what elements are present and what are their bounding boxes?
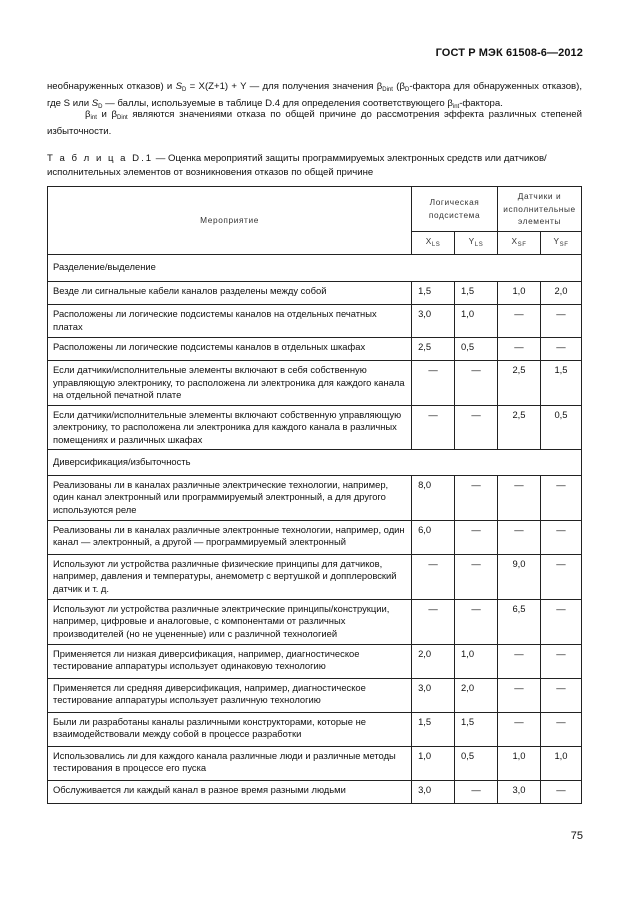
row-value: — bbox=[412, 599, 455, 644]
row-value: 3,0 bbox=[412, 678, 455, 712]
row-value: — bbox=[540, 338, 581, 361]
row-value: — bbox=[497, 678, 540, 712]
row-value: — bbox=[412, 554, 455, 599]
row-value: — bbox=[455, 599, 498, 644]
table-row bbox=[48, 599, 582, 644]
table-row bbox=[48, 405, 582, 450]
caption-label: Т а б л и ц а D.1 bbox=[47, 153, 154, 164]
row-value: 2,5 bbox=[412, 338, 455, 361]
col-sensors-header: Датчики и исполнительные элементы bbox=[497, 187, 581, 232]
row-value: 8,0 bbox=[412, 475, 455, 520]
col-ysf: $Y_{SF}$ bbox=[540, 231, 581, 255]
row-value: 3,0 bbox=[412, 780, 455, 803]
table-row bbox=[48, 780, 582, 803]
row-value: 9,0 bbox=[497, 554, 540, 599]
row-value: — bbox=[497, 305, 540, 338]
row-measure: Расположены ли логические подсистемы каналов в отдельных шкафах bbox=[48, 338, 412, 361]
row-value: — bbox=[497, 338, 540, 361]
row-value: 1,0 bbox=[455, 305, 498, 338]
row-measure: Применяется ли средняя диверсификация, например, диагностическое тестирование аппаратуры использует различную технологию bbox=[48, 678, 412, 712]
row-measure: Были ли разработаны каналы различными конструкторами, которые не взаимодействовали между собой в процессе разработки bbox=[48, 712, 412, 746]
row-value: — bbox=[540, 475, 581, 520]
row-value: — bbox=[540, 305, 581, 338]
table-row bbox=[48, 361, 582, 406]
col-measure-header: Мероприятие bbox=[48, 187, 412, 255]
row-value: 0,5 bbox=[540, 405, 581, 450]
row-value: — bbox=[455, 361, 498, 406]
table-row bbox=[48, 644, 582, 678]
table-row bbox=[48, 554, 582, 599]
row-measure: Везде ли сигнальные кабели каналов разделены между собой bbox=[48, 282, 412, 305]
row-value: — bbox=[497, 475, 540, 520]
row-value: 6,0 bbox=[412, 520, 455, 554]
paragraph-1: необнаруженных отказов) и $S_D = X(Z+1) + Y$ — для получения значения $\beta_{Dint}$ ($\beta_D$-фактора для обнаруженных отказов), где S или $S_D$ — баллы, используемые в таблице D.4 для определения соответствующего $\beta_{int}$-фактора. bbox=[47, 81, 582, 110]
row-measure: Используют ли устройства различные физические принципы для датчиков, например, давления и температуры, анемометр с вертушкой и допплеровский датчик и т. д. bbox=[48, 554, 412, 599]
table-caption bbox=[47, 152, 582, 180]
row-measure: Реализованы ли в каналах различные электронные технологии, например, один канал — электронный, а другой — программируемый электронный bbox=[48, 520, 412, 554]
row-value: — bbox=[540, 520, 581, 554]
row-value: 1,0 bbox=[497, 746, 540, 780]
row-value: 0,5 bbox=[455, 338, 498, 361]
row-value: — bbox=[540, 554, 581, 599]
row-value: 3,0 bbox=[412, 305, 455, 338]
row-value: 1,0 bbox=[412, 746, 455, 780]
row-value: — bbox=[540, 678, 581, 712]
row-value: 1,5 bbox=[412, 282, 455, 305]
row-value: — bbox=[540, 644, 581, 678]
row-measure: Если датчики/исполнительные элементы включают собственную управляющую электронику, то расположена ли электроника для каждого канала в различных помещениях и различных шкафах bbox=[48, 405, 412, 450]
col-logic-header: Логическая подсистема bbox=[412, 187, 498, 232]
row-value: — bbox=[455, 554, 498, 599]
row-value: 1,5 bbox=[412, 712, 455, 746]
row-value: — bbox=[497, 520, 540, 554]
row-value: 1,0 bbox=[455, 644, 498, 678]
row-value: — bbox=[455, 475, 498, 520]
col-xls: $X_{LS}$ bbox=[412, 231, 455, 255]
table-row bbox=[48, 678, 582, 712]
assessment-table bbox=[47, 186, 582, 804]
row-value: 0,5 bbox=[455, 746, 498, 780]
row-value: 2,0 bbox=[412, 644, 455, 678]
row-value: — bbox=[540, 599, 581, 644]
row-value: — bbox=[455, 520, 498, 554]
row-value: — bbox=[455, 780, 498, 803]
page-number: 75 bbox=[570, 830, 583, 842]
caption-text: — Оценка мероприятий защиты программируемых электронных средств или датчиков/исполнительных элементов от возникновения отказов по общей причине bbox=[47, 153, 547, 178]
row-value: 6,5 bbox=[497, 599, 540, 644]
row-value: 1,5 bbox=[540, 361, 581, 406]
row-value: — bbox=[497, 712, 540, 746]
row-value: — bbox=[540, 780, 581, 803]
col-xsf: $X_{SF}$ bbox=[497, 231, 540, 255]
section-diversity: Диверсификация/избыточность bbox=[48, 450, 582, 476]
row-value: 1,5 bbox=[455, 712, 498, 746]
row-measure: Применяется ли низкая диверсификация, например, диагностическое тестирование аппаратуры использует одинаковую технологию bbox=[48, 644, 412, 678]
paragraph-2: $\beta_{int}$ и $\beta_{Dint}$ являются значениями отказа по общей причине до рассмотрения эффекта различных степеней избыточности. bbox=[47, 109, 582, 137]
row-measure: Обслуживается ли каждый канал в разное время разными людьми bbox=[48, 780, 412, 803]
row-value: 1,0 bbox=[497, 282, 540, 305]
section-separation: Разделение/выделение bbox=[48, 255, 582, 282]
row-measure: Реализованы ли в каналах различные электрические технологии, например, один канал электронный или программируемый электронный, а для другого используются реле bbox=[48, 475, 412, 520]
row-value: 1,0 bbox=[540, 746, 581, 780]
row-value: — bbox=[540, 712, 581, 746]
row-value: 1,5 bbox=[455, 282, 498, 305]
table-row bbox=[48, 338, 582, 361]
table-row bbox=[48, 746, 582, 780]
table-row bbox=[48, 712, 582, 746]
row-value: 2,0 bbox=[540, 282, 581, 305]
row-value: — bbox=[497, 644, 540, 678]
col-yls: $Y_{LS}$ bbox=[455, 231, 498, 255]
row-value: 2,5 bbox=[497, 405, 540, 450]
row-measure: Использовались ли для каждого канала различные люди и различные методы тестирования в процессе его пуска bbox=[48, 746, 412, 780]
row-measure: Используют ли устройства различные электрические принципы/конструкции, например, цифровые и аналоговые, с компонентами от различных производителей (но не уцененные) или с различной технологией bbox=[48, 599, 412, 644]
row-measure: Если датчики/исполнительные элементы включают в себя собственную управляющую электронику, то расположена ли электроника для каждого канала на отдельной печатной плате bbox=[48, 361, 412, 406]
row-value: — bbox=[412, 361, 455, 406]
table-row bbox=[48, 475, 582, 520]
row-value: — bbox=[412, 405, 455, 450]
table-row bbox=[48, 282, 582, 305]
table-row bbox=[48, 305, 582, 338]
row-value: 2,5 bbox=[497, 361, 540, 406]
table-row bbox=[48, 520, 582, 554]
row-value: 2,0 bbox=[455, 678, 498, 712]
row-value: — bbox=[455, 405, 498, 450]
standard-header: ГОСТ Р МЭК 61508-6—2012 bbox=[435, 47, 583, 59]
row-measure: Расположены ли логические подсистемы каналов на отдельных печатных платах bbox=[48, 305, 412, 338]
row-value: 3,0 bbox=[497, 780, 540, 803]
